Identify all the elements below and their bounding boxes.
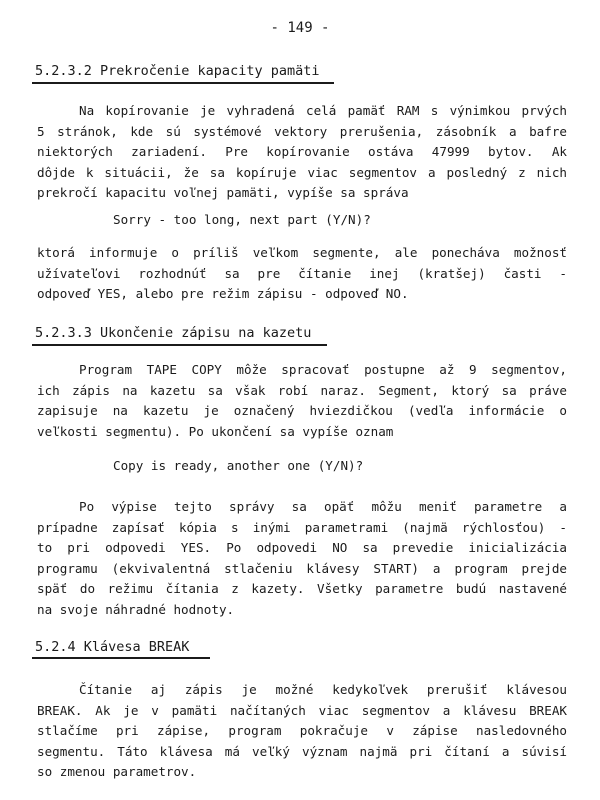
paragraph: [37, 101, 567, 204]
paragraph: [37, 497, 567, 620]
section-heading-5-2-4: 5.2.4 Klávesa BREAK: [35, 639, 190, 655]
heading-underline: [32, 657, 210, 659]
section-heading-5-2-3-2: 5.2.3.2 Prekročenie kapacity pamäti: [35, 63, 320, 79]
text-line: programu (ekvivalentná stlačeniu klávesy START) a program prejde: [37, 560, 567, 576]
text-line: Po výpise tejto správy sa opäť môžu meniť parametre a: [79, 499, 567, 514]
text-line: segmentu. Táto klávesa má veľký význam najmä pri čítaní a súvisí: [37, 743, 567, 759]
text-line: na svoje náhradné hodnoty.: [37, 601, 235, 617]
paragraph: [37, 360, 567, 442]
text-line: užívateľovi rozhodnúť sa pre čítanie inej (kratšej) časti -: [37, 265, 567, 281]
text-line: BREAK. Ak je v pamäti načítaných viac segmentov a klávesu BREAK: [37, 702, 567, 718]
text-line: dôjde k situácii, že sa kopíruje viac segmentov a posledný z nich: [37, 164, 567, 180]
text-line: Program TAPE COPY môže spracovať postupne až 9 segmentov,: [79, 362, 567, 377]
heading-underline: [32, 82, 334, 84]
section-heading-5-2-3-3: 5.2.3.3 Ukončenie zápisu na kazetu: [35, 325, 312, 341]
heading-underline: [32, 344, 327, 346]
text-line: 5 stránok, kde sú systémové vektory prerušenia, zásobník a bafre: [37, 123, 567, 139]
paragraph: [37, 680, 567, 783]
message-text: Sorry - too long, next part (Y/N)?: [113, 212, 371, 227]
text-line: Čítanie aj zápis je možné kedykoľvek prerušiť klávesou: [79, 682, 567, 697]
paragraph: [37, 243, 567, 305]
text-line: ktorá informuje o príliš veľkom segmente, ale ponecháva možnosť: [37, 245, 567, 260]
text-line: stlačíme pri zápise, program pokračuje v zápise nasledovného: [37, 723, 567, 738]
text-line: odpoveď YES, alebo pre režim zápisu - odpoveď NO.: [37, 286, 409, 301]
text-line: Na kopírovanie je vyhradená celá pamäť RAM s výnimkou prvých: [79, 103, 567, 118]
text-line: to pri odpovedi YES. Po odpovedi NO sa prevedie inicializácia: [37, 540, 567, 555]
text-line: veľkosti segmentu). Po ukončení sa vypíše oznam: [37, 423, 394, 439]
text-line: zapisuje na kazetu je označený hviezdičkou (vedľa informácie o: [37, 403, 567, 418]
message-text: Copy is ready, another one (Y/N)?: [113, 458, 364, 473]
text-line: prípadne zapísať kópia s inými parametrami (najmä rýchlosťou) -: [37, 519, 567, 535]
text-line: ich zápis na kazetu sa však robí naraz. Segment, ktorý sa práve: [37, 382, 567, 398]
page-number: - 149 -: [270, 20, 330, 36]
text-line: niektorých zariadení. Pre kopírovanie ostáva 47999 bytov. Ak: [37, 144, 567, 159]
text-line: prekročí kapacitu voľnej pamäti, vypíše sa správa: [37, 185, 409, 200]
text-line: so zmenou parametrov.: [37, 764, 197, 779]
text-line: späť do režimu čítania z kazety. Všetky parametre budú nastavené: [37, 581, 567, 596]
